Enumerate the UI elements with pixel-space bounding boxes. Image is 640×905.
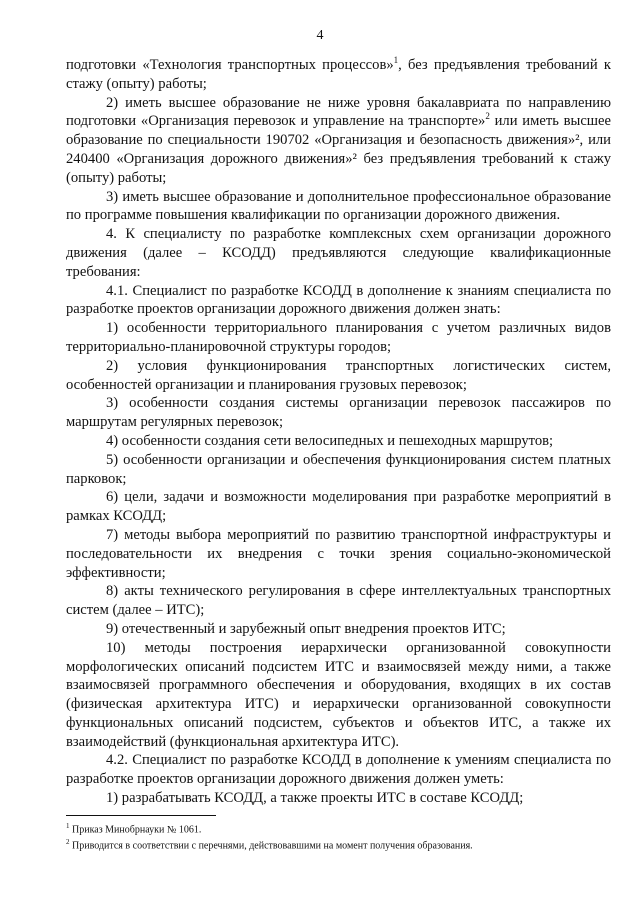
footnote: $^1$ Приказ Минобрнауки № 1061. — [66, 822, 202, 836]
paragraph: подготовки «Технология транспортных процессов»$^1$, без предъявления требований к стажу (опыту) работы; — [66, 55, 611, 92]
footnote-separator — [66, 815, 216, 816]
list-item: 2) условия функционирования транспортных логистических систем, особенностей организации и планирования грузовых перевозок; — [66, 357, 611, 393]
list-item: 1) особенности территориального планирования с учетом различных видов территориально-планировочной структуры городов; — [66, 320, 611, 355]
list-item: 7) методы выбора мероприятий по развитию транспортной инфраструктуры и последовательности их внедрения с точки зрения социально-экономической эффективности; — [66, 526, 611, 581]
footnote-ref: 1 — [393, 55, 399, 66]
paragraph: 4.1. Специалист по разработке КСОДД в дополнение к знаниям специалиста по разработке проектов организации дорожного движения должен знать: — [66, 282, 611, 318]
list-item: 1) разрабатывать КСОДД, а также проекты ИТС в составе КСОДД; — [106, 790, 524, 807]
list-item: 10) методы построения иерархически организованной совокупности морфологических описаний подсистем ИТС и взаимосвязей между ними, а также взаимосвязей программного обеспечения и оборудования, входящих в их состав (физическая архитектура ИТС) и иерархически организованной совокупности функциональных описаний подсистем, субъектов и объектов ИТС, а также их взаимодействий (функциональная архитектура ИТС). — [66, 639, 611, 750]
footnote-ref: 2 — [485, 111, 490, 122]
paragraph: 3) иметь высшее образование и дополнительное профессиональное образование по программе повышения квалификации по организации дорожного движения. — [66, 188, 611, 224]
list-item: 3) особенности создания системы организации перевозок пассажиров по маршрутам регулярных перевозок; — [66, 395, 611, 431]
paragraph: 4. К специалисту по разработке комплексных схем организации дорожного движения (далее – КСОДД) предъявляются следующие квалификационные требования: — [66, 226, 611, 280]
page-number: 4 — [316, 28, 324, 43]
list-item: 6) цели, задачи и возможности моделирования при разработке мероприятий в рамках КСОДД; — [66, 489, 611, 525]
list-item: 5) особенности организации и обеспечения функционирования систем платных парковок; — [66, 451, 611, 487]
footnote: $^2$ Приводится в соответствии с перечнями, действовавшими на момент получения образования. — [66, 838, 473, 852]
list-item: 8) акты технического регулирования в сфере интеллектуальных транспортных систем (далее – ИТС); — [66, 583, 611, 619]
list-item: 4) особенности создания сети велосипедных и пешеходных маршрутов; — [106, 432, 554, 449]
paragraph: 4.2. Специалист по разработке КСОДД в дополнение к умениям специалиста по разработке проектов организации дорожного движения должен уметь: — [66, 752, 611, 788]
document-body — [66, 56, 611, 808]
list-item: 9) отечественный и зарубежный опыт внедрения проектов ИТС; — [106, 620, 506, 637]
footnotes — [66, 820, 611, 853]
paragraph: 2) иметь высшее образование не ниже уровня бакалавриата по направлению подготовки «Организация перевозок и управление на транспорте»$^2$ или иметь высшее образование по специальности 190702 «Организация и безопасность движения»², или 240400 «Организация дорожного движения»² без предъявления требований к стажу (опыту) работы; — [66, 94, 611, 186]
